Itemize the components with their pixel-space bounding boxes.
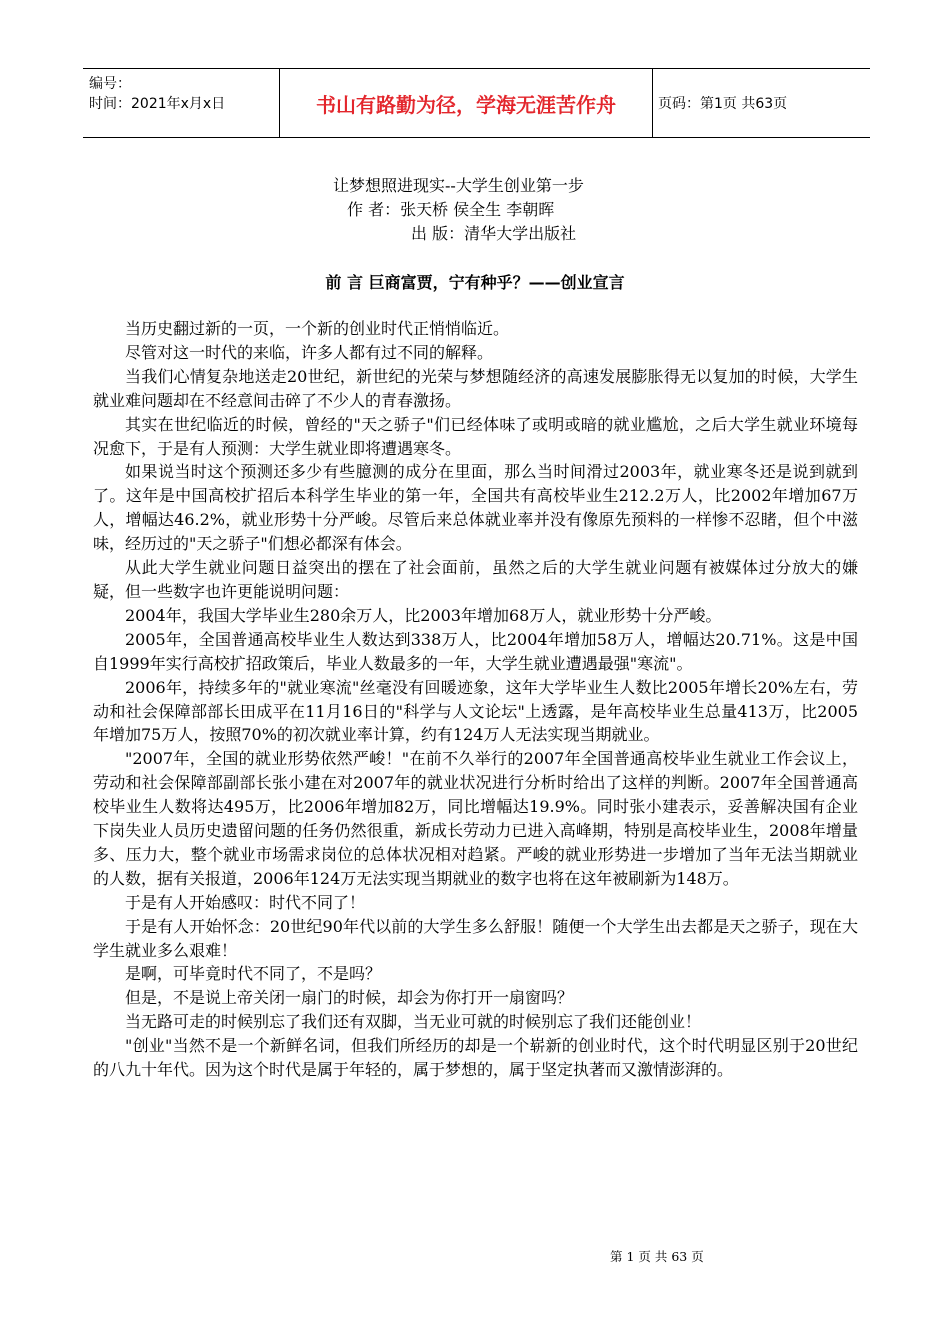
paragraph: 当我们心情复杂地送走20世纪，新世纪的光荣与梦想随经济的高速发展膨胀得无以复加的时候，大学生就业难问题却在不经意间击碎了不少人的青春激扬。 [93,366,858,410]
paragraph: 于是有人开始怀念：20世纪90年代以前的大学生多么舒服！随便一个大学生出去都是天之骄子，现在大学生就业多么艰难！ [93,916,858,960]
paragraph: 2006年，持续多年的"就业寒流"丝毫没有回暖迹象，这年大学毕业生人数比2005年增长20%左右，劳动和社会保障部部长田成平在11月16日的"科学与人文论坛"上透露，是年高校毕业生总量413万，比2005年增加75万人，按照70%的初次就业率计算，约有124万人无法实现当期就业。 [93,677,858,745]
section-heading: 前 言 巨商富贾，宁有种乎？——创业宣言 [325,273,625,292]
paragraph: 其实在世纪临近的时候，曾经的"天之骄子"们已经体味了或明或暗的就业尴尬，之后大学生就业环境每况愈下，于是有人预测：大学生就业即将遭遇寒冬。 [93,414,858,458]
paragraph: 于是有人开始感叹：时代不同了！ [125,892,366,912]
body-text [93,317,858,1082]
book-authors: 作 者：张天桥 侯全生 李朝晖 [347,200,555,219]
time-label: 时间：2021年x月x日 [89,96,226,112]
paragraph: "2007年，全国的就业形势依然严峻！"在前不久举行的2007年全国普通高校毕业生就业工作会议上，劳动和社会保障部副部长张小建在对2007年的就业状况进行分析时给出了这样的判断。2007年全国普通高校毕业生人数将达495万，比2006年增加82万，同比增幅达19.9%。同时张小建表示，妥善解决国有企业下岗失业人员历史遗留问题的任务仍然很重，新成长劳动力已进入高峰期，特别是高校毕业生，2008年增量多、压力大，整个就业市场需求岗位的总体状况相对趋紧。严峻的就业形势进一步增加了当年无法当期就业的人数，据有关报道，2006年124万无法实现当期就业的数字也将在这年被刷新为148万。 [93,749,858,888]
paragraph: 但是，不是说上帝关闭一扇门的时候，却会为你打开一扇窗吗？ [125,988,574,1008]
paragraph: 如果说当时这个预测还多少有些臆测的成分在里面，那么当时间滑过2003年，就业寒冬还是说到就到了。这年是中国高校扩招后本科学生毕业的第一年，全国共有高校毕业生212.2万人，比2002年增加67万人，增幅达46.2%，就业形势十分严峻。尽管后来总体就业率并没有像原先预料的一样惨不忍睹，但个中滋味，经历过的"天之骄子"们想必都深有体会。 [93,462,858,554]
header-meta [83,69,279,137]
header-page-info [652,69,870,137]
motto-text: 书山有路勤为径，学海无涯苦作舟 [316,92,616,117]
paragraph: "创业"当然不是一个新鲜名词，但我们所经历的却是一个崭新的创业时代，这个时代明显区别于20世纪的八九十年代。因为这个时代是属于年轻的，属于梦想的，属于坚定执著而又激情澎湃的。 [93,1036,858,1080]
paragraph: 从此大学生就业问题日益突出的摆在了社会面前，虽然之后的大学生就业问题有被媒体过分放大的嫌疑，但一些数字也许更能说明问题： [93,558,858,601]
book-publisher: 出 版：清华大学出版社 [411,224,577,243]
paragraph: 2004年，我国大学毕业生280余万人，比2003年增加68万人，就业形势十分严峻。 [125,605,722,625]
header-motto [279,69,653,137]
page-footer: 第 1 页 共 63 页 [610,1249,704,1264]
paragraph: 当历史翻过新的一页，一个新的创业时代正悄悄临近。 [125,319,510,338]
paragraph: 尽管对这一时代的来临，许多人都有过不同的解释。 [125,342,494,362]
paragraph: 2005年，全国普通高校毕业生人数达到338万人，比2004年增加58万人，增幅达20.71%。这是中国自1999年实行高校扩招政策后，毕业人数最多的一年，大学生就业遭遇最强"寒流"。 [93,629,858,673]
serial-label: 编号： [89,76,131,92]
paragraph: 是啊，可毕竟时代不同了，不是吗？ [125,964,382,984]
book-title: 让梦想照进现实--大学生创业第一步 [333,176,584,195]
page-info-text: 页码：第1页 共63页 [658,96,788,112]
paragraph: 当无路可走的时候别忘了我们还有双脚，当无业可就的时候别忘了我们还能创业！ [125,1012,702,1032]
page-header [83,68,870,138]
